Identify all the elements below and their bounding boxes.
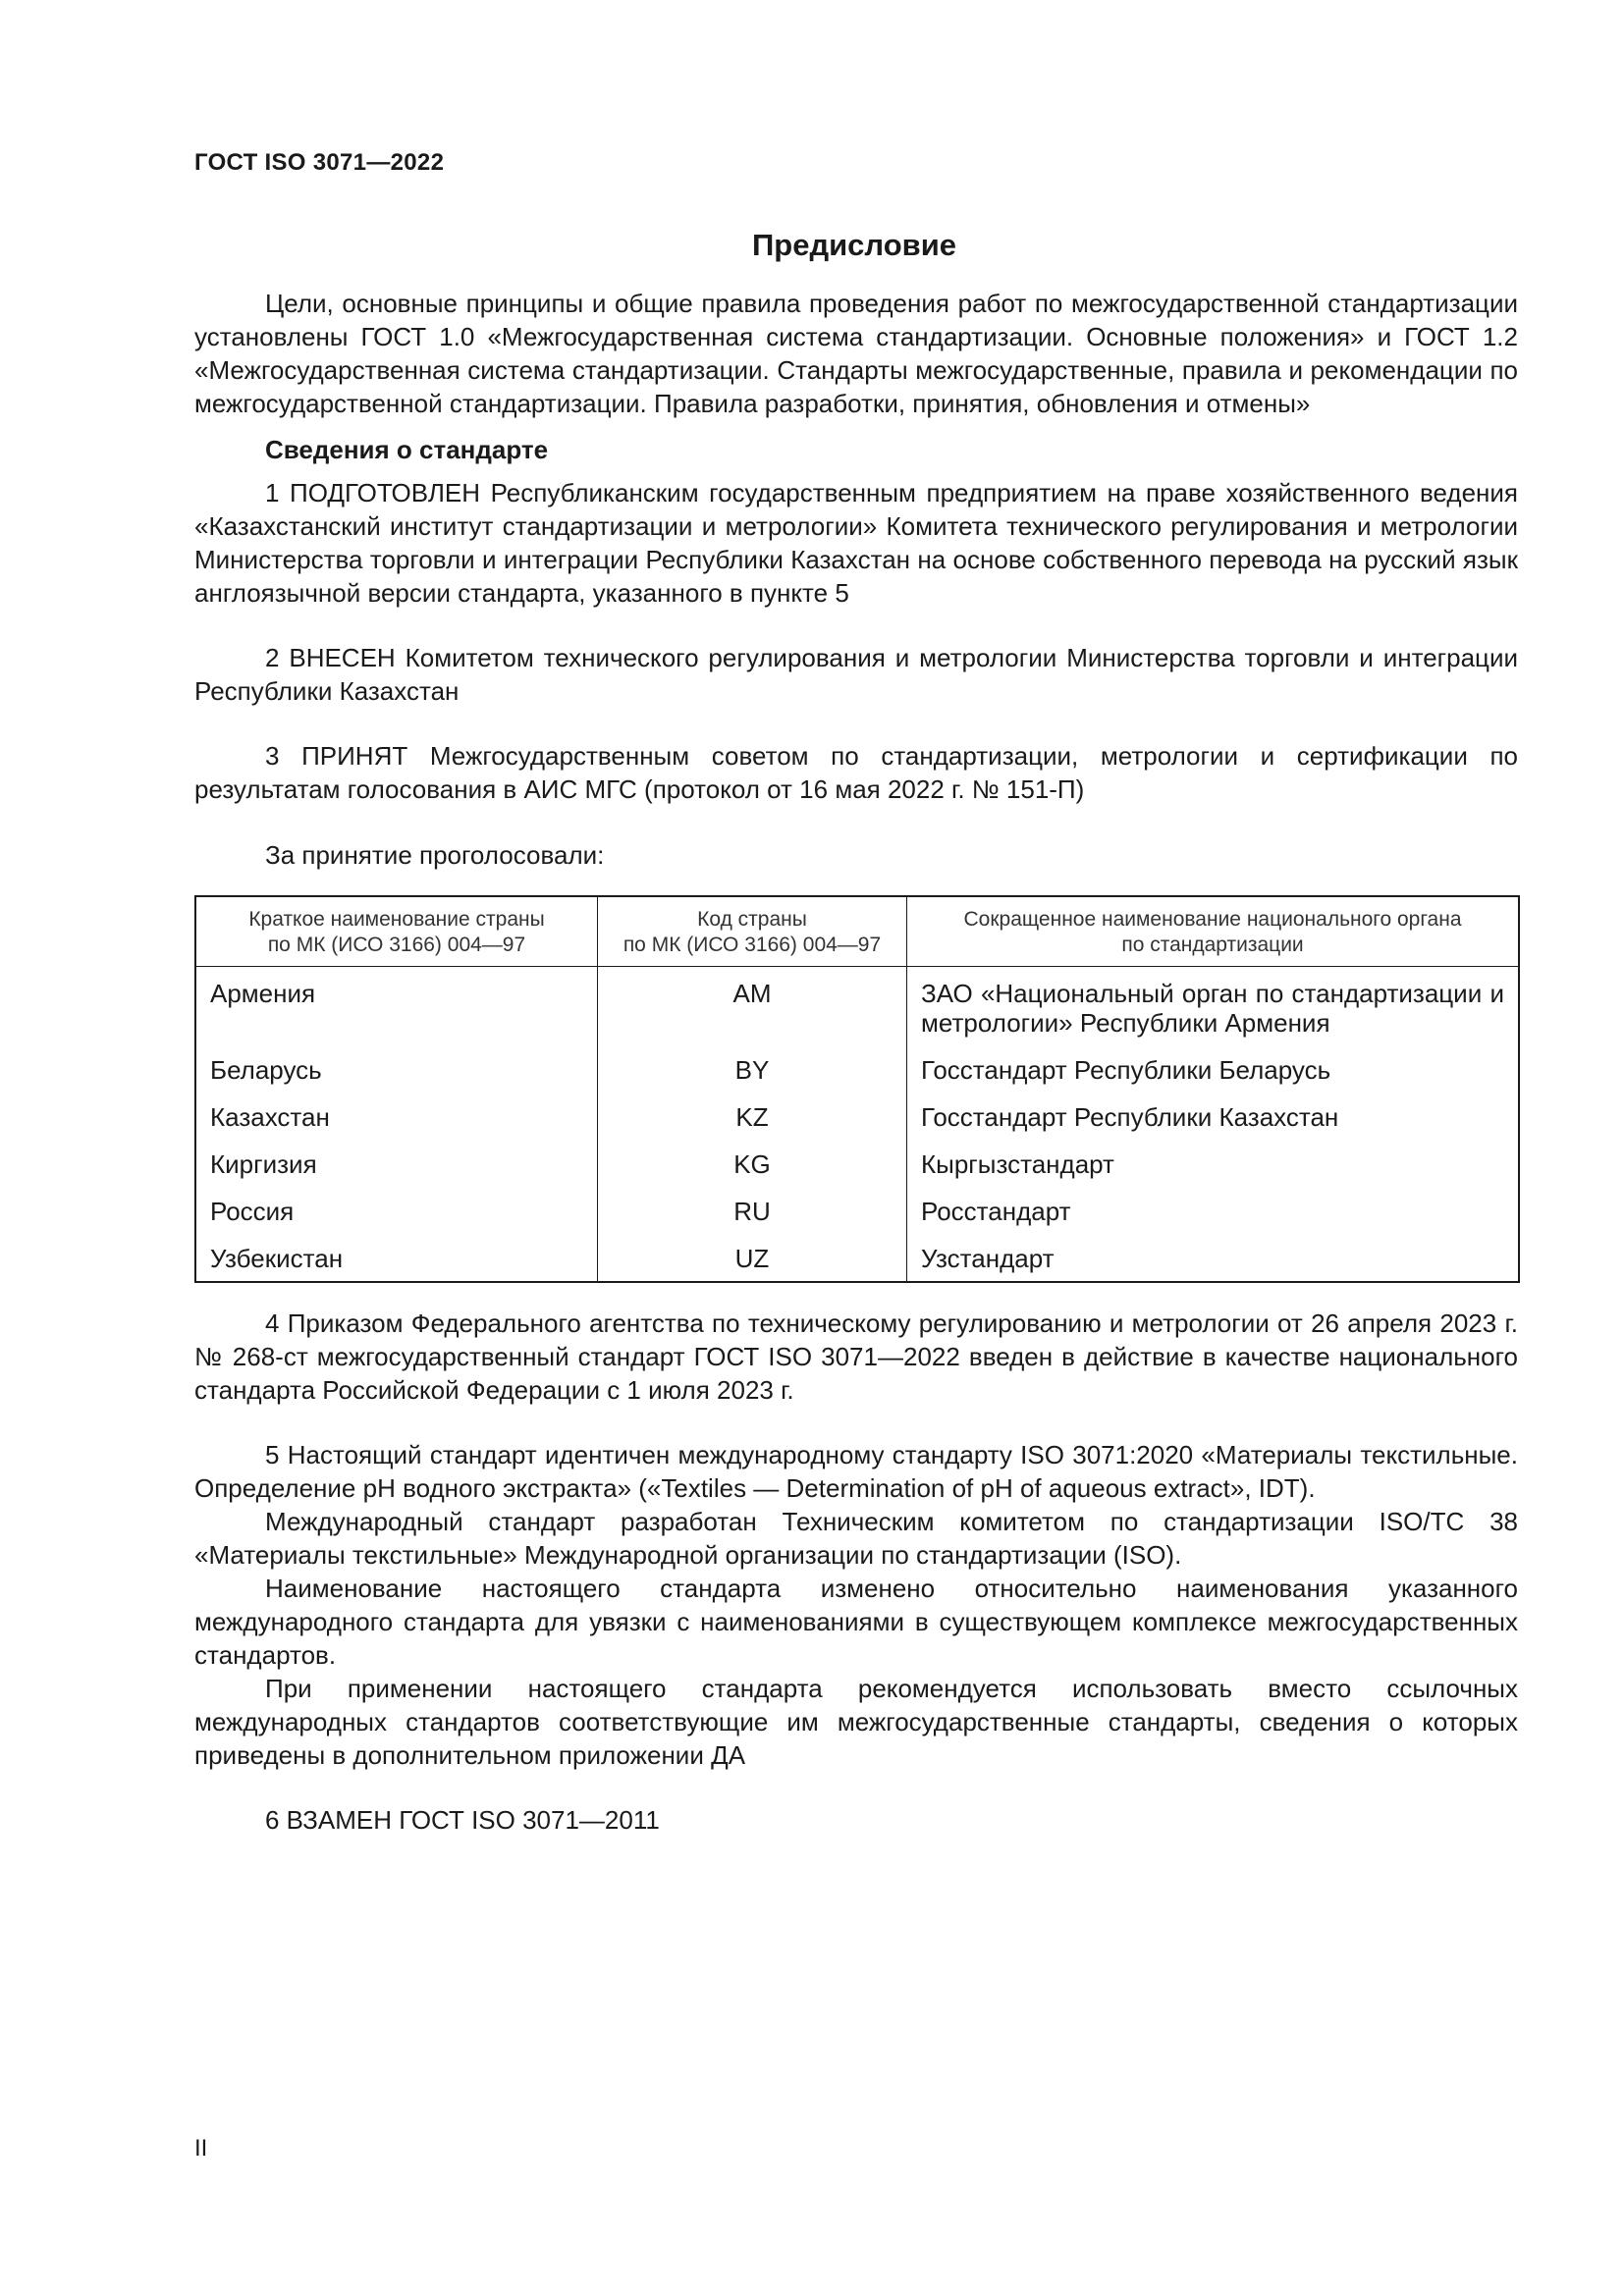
country-cell: Армения xyxy=(195,967,598,1047)
table-row xyxy=(195,967,1519,1047)
item-3-paragraph: 3 ПРИНЯТ Межгосударственным советом по стандартизации, метрологии и сертификации по результатам голосования в АИС МГС (протокол от 16 мая 2022 г. № 151-П) xyxy=(194,741,1518,804)
code-cell: AM xyxy=(598,967,907,1047)
table-row xyxy=(195,1046,1519,1094)
body-cell: Росстандарт xyxy=(907,1188,1520,1235)
code-cell: KZ xyxy=(598,1094,907,1141)
document-header: ГОСТ ISO 3071—2022 xyxy=(194,149,445,176)
document-body xyxy=(194,287,1518,1837)
item-6-paragraph: 6 ВЗАМЕН ГОСТ ISO 3071—2011 xyxy=(265,1805,660,1835)
header-line: по МК (ИСО 3166) 004—97 xyxy=(267,934,526,956)
table-row xyxy=(195,1188,1519,1235)
country-cell: Киргизия xyxy=(195,1141,598,1188)
page-number: II xyxy=(194,2135,208,2162)
column-header-country xyxy=(195,896,598,967)
country-cell: Узбекистан xyxy=(195,1235,598,1282)
voting-countries-table xyxy=(194,895,1520,1283)
table-row xyxy=(195,1141,1519,1188)
header-line: Код страны xyxy=(697,908,807,931)
code-cell: RU xyxy=(598,1188,907,1235)
item-4-paragraph: 4 Приказом Федерального агентства по техническому регулированию и метрологии от 26 апреля 2023 г. № 268-ст межгосударственный стандарт ГОСТ ISO 3071—2022 введен в действие в качестве национального стандарта Российской Федерации с 1 июля 2023 г. xyxy=(194,1308,1518,1405)
header-line: Краткое наименование страны xyxy=(248,908,545,931)
column-header-code xyxy=(598,896,907,967)
item-5-name-change-paragraph: Наименование настоящего стандарта изменено относительно наименования указанного международного стандарта для увязки с наименованиями в существующем комплексе межгосударственных стандартов. xyxy=(194,1574,1518,1670)
header-line: Сокращенное наименование национального органа xyxy=(963,908,1462,931)
country-cell: Казахстан xyxy=(195,1094,598,1141)
table-row xyxy=(195,1235,1519,1282)
section-heading: Сведения о стандарте xyxy=(265,435,549,464)
item-5-committee-paragraph: Международный стандарт разработан Техническим комитетом по стандартизации ISO/TC 38 «Материалы текстильные» Международной организации по стандартизации (ISO). xyxy=(194,1507,1518,1570)
column-header-body xyxy=(907,896,1520,967)
header-line: по стандартизации xyxy=(1121,934,1304,956)
body-cell: Узстандарт xyxy=(907,1235,1520,1282)
country-cell: Россия xyxy=(195,1188,598,1235)
item-5-references-paragraph: При применении настоящего стандарта рекомендуется использовать вместо ссылочных международных стандартов соответствующие им межгосударственные стандарты, сведения о которых приведены в дополнительном приложении ДА xyxy=(194,1674,1518,1770)
body-cell: Госстандарт Республики Беларусь xyxy=(907,1046,1520,1094)
country-cell: Беларусь xyxy=(195,1046,598,1094)
code-cell: UZ xyxy=(598,1235,907,1282)
body-cell: Кыргызстандарт xyxy=(907,1141,1520,1188)
intro-paragraph: Цели, основные принципы и общие правила проведения работ по межгосударственной стандартизации установлены ГОСТ 1.0 «Межгосударственная система стандартизации. Основные положения» и ГОСТ 1.2 «Межгосударственная система стандартизации. Стандарты межгосударственные, правила и рекомендации по межгосударственной стандартизации. Правила разработки, принятия, обновления и отмены» xyxy=(194,289,1518,418)
code-cell: BY xyxy=(598,1046,907,1094)
item-1-paragraph: 1 ПОДГОТОВЛЕН Республиканским государственным предприятием на праве хозяйственного ведения «Казахстанский институт стандартизации и метрологии» Комитета технического регулирования и метрологии Министерства торговли и интеграции Республики Казахстан на основе собственного перевода на русский язык англоязычной версии стандарта, указанного в пункте 5 xyxy=(194,478,1518,608)
header-line: по МК (ИСО 3166) 004—97 xyxy=(623,934,882,956)
body-cell: Госстандарт Республики Казахстан xyxy=(907,1094,1520,1141)
item-2-paragraph: 2 ВНЕСЕН Комитетом технического регулирования и метрологии Министерства торговли и интеграции Республики Казахстан xyxy=(194,643,1518,706)
table-row xyxy=(195,1094,1519,1141)
item-5-paragraph: 5 Настоящий стандарт идентичен международному стандарту ISO 3071:2020 «Материалы текстильные. Определение pH водного экстракта» («Textiles — Determination of pH of aqueous extract», IDT). xyxy=(194,1440,1518,1503)
code-cell: KG xyxy=(598,1141,907,1188)
page-title: Предисловие xyxy=(751,228,956,262)
table-header-row xyxy=(195,896,1519,967)
body-cell: ЗАО «Национальный орган по стандартизации и метрологии» Республики Армения xyxy=(907,967,1520,1047)
votes-label: За принятие проголосовали: xyxy=(265,840,605,870)
